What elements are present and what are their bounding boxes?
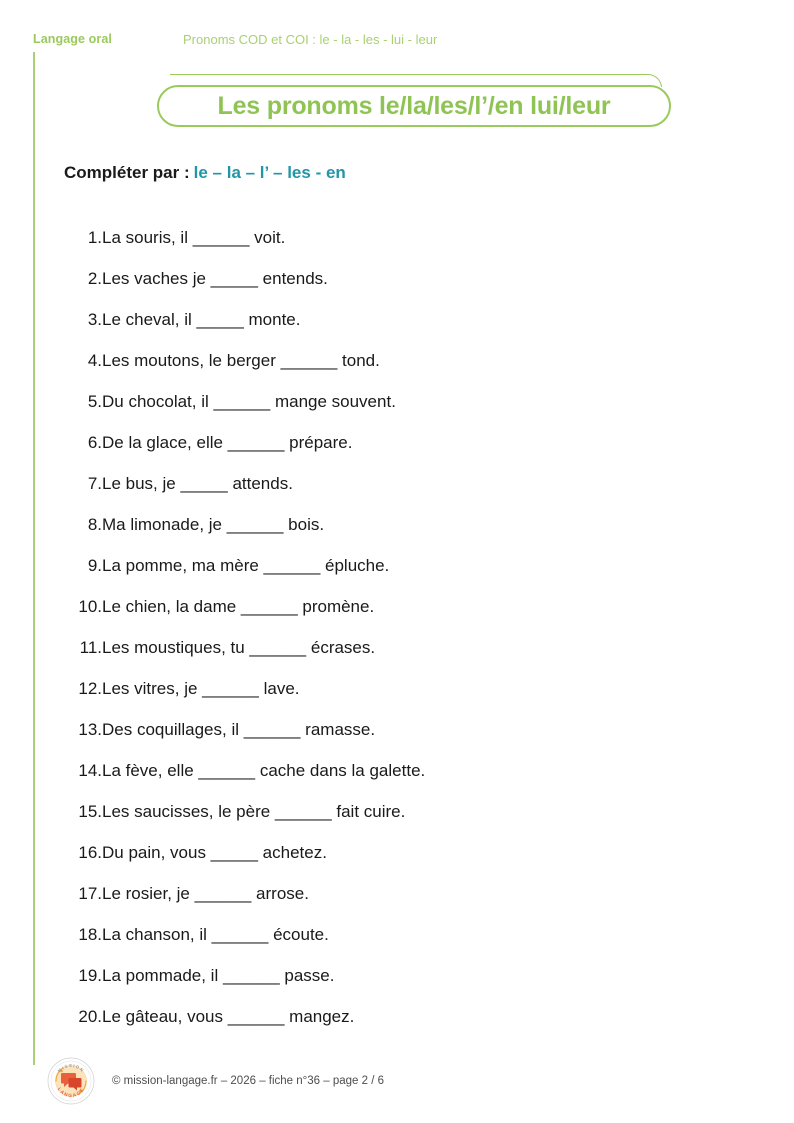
header-subject-label: Pronoms COD et COI : le - la - les - lui - leur — [183, 32, 438, 47]
exercise-item-number: 15. — [78, 802, 102, 821]
page-footer — [46, 1056, 746, 1114]
exercise-item-text: La pomme, ma mère ______ épluche. — [102, 556, 390, 575]
exercise-item-number: 7. — [87, 474, 102, 493]
instruction-answer-choices: le – la – l’ – les - en — [193, 163, 346, 182]
exercise-list — [64, 228, 724, 1048]
left-accent-rule — [33, 52, 35, 1065]
exercise-item-text: Le rosier, je ______ arrose. — [102, 884, 309, 903]
exercise-item-text: Les moutons, le berger ______ tond. — [102, 351, 380, 370]
exercise-item-text: Des coquillages, il ______ ramasse. — [102, 720, 376, 739]
exercise-item-text: La fève, elle ______ cache dans la galette. — [102, 761, 426, 780]
exercise-item-number: 5. — [87, 392, 102, 411]
exercise-item-number: 16. — [78, 843, 102, 862]
exercise-item-text: La souris, il ______ voit. — [102, 228, 286, 247]
exercise-item-text: Les vaches je _____ entends. — [102, 269, 328, 288]
exercise-item — [64, 843, 724, 884]
exercise-item-number: 20. — [78, 1007, 102, 1026]
svg-text:MISSION: MISSION — [56, 1063, 86, 1074]
exercise-item-text: Le cheval, il _____ monte. — [102, 310, 301, 329]
exercise-item-number: 9. — [87, 556, 102, 575]
exercise-item-number: 14. — [78, 761, 102, 780]
page-title-pill — [157, 85, 671, 127]
exercise-item — [64, 310, 724, 351]
exercise-item-number: 11. — [79, 638, 102, 657]
exercise-item-number: 17. — [78, 884, 102, 903]
exercise-item — [64, 556, 724, 597]
exercise-item — [64, 802, 724, 843]
exercise-item — [64, 761, 724, 802]
instruction-lead: Compléter par : — [64, 163, 190, 182]
page-header — [0, 30, 794, 90]
exercise-item — [64, 597, 724, 638]
exercise-item-number: 12. — [78, 679, 102, 698]
exercise-item — [64, 351, 724, 392]
exercise-item-number: 10. — [78, 597, 102, 616]
exercise-item — [64, 392, 724, 433]
exercise-item — [64, 269, 724, 310]
exercise-item — [64, 1007, 724, 1048]
exercise-item — [64, 720, 724, 761]
exercise-item-number: 1. — [87, 228, 102, 247]
exercise-item-text: La pommade, il ______ passe. — [102, 966, 335, 985]
exercise-item-number: 18. — [78, 925, 102, 944]
instruction-line — [64, 163, 346, 183]
exercise-item-text: Les moustiques, tu ______ écrases. — [102, 638, 376, 657]
exercise-item-number: 8. — [87, 515, 102, 534]
exercise-item-text: La chanson, il ______ écoute. — [102, 925, 329, 944]
exercise-item-text: Le gâteau, vous ______ mangez. — [102, 1007, 355, 1026]
header-category-label: Langage oral — [33, 32, 112, 46]
exercise-item-number: 6. — [87, 433, 102, 452]
exercise-item-text: Ma limonade, je ______ bois. — [102, 515, 325, 534]
exercise-item — [64, 433, 724, 474]
exercise-item — [64, 474, 724, 515]
exercise-item-text: Le chien, la dame ______ promène. — [102, 597, 375, 616]
exercise-item-text: Les vitres, je ______ lave. — [102, 679, 300, 698]
exercise-item — [64, 966, 724, 1007]
footer-credit-text: © mission-langage.fr – 2026 – fiche n°36 – page 2 / 6 — [112, 1075, 384, 1087]
exercise-item-number: 2. — [87, 269, 102, 288]
exercise-item — [64, 638, 724, 679]
page-title: Les pronoms le/la/les/l’/en lui/leur — [217, 91, 611, 120]
exercise-item-number: 13. — [78, 720, 102, 739]
exercise-item — [64, 884, 724, 925]
exercise-item-number: 19. — [78, 966, 102, 985]
exercise-item — [64, 925, 724, 966]
exercise-item-text: Le bus, je _____ attends. — [102, 474, 293, 493]
exercise-item-text: Du chocolat, il ______ mange souvent. — [102, 392, 396, 411]
exercise-item-number: 4. — [87, 351, 102, 370]
exercise-item — [64, 228, 724, 269]
exercise-item — [64, 679, 724, 720]
exercise-item-text: Les saucisses, le père ______ fait cuire. — [102, 802, 406, 821]
svg-text:LANGAGE: LANGAGE — [55, 1087, 87, 1100]
exercise-item-text: De la glace, elle ______ prépare. — [102, 433, 353, 452]
exercise-item — [64, 515, 724, 556]
exercise-item-text: Du pain, vous _____ achetez. — [102, 843, 327, 862]
mission-langage-logo-icon — [46, 1056, 96, 1106]
exercise-item-number: 3. — [87, 310, 102, 329]
